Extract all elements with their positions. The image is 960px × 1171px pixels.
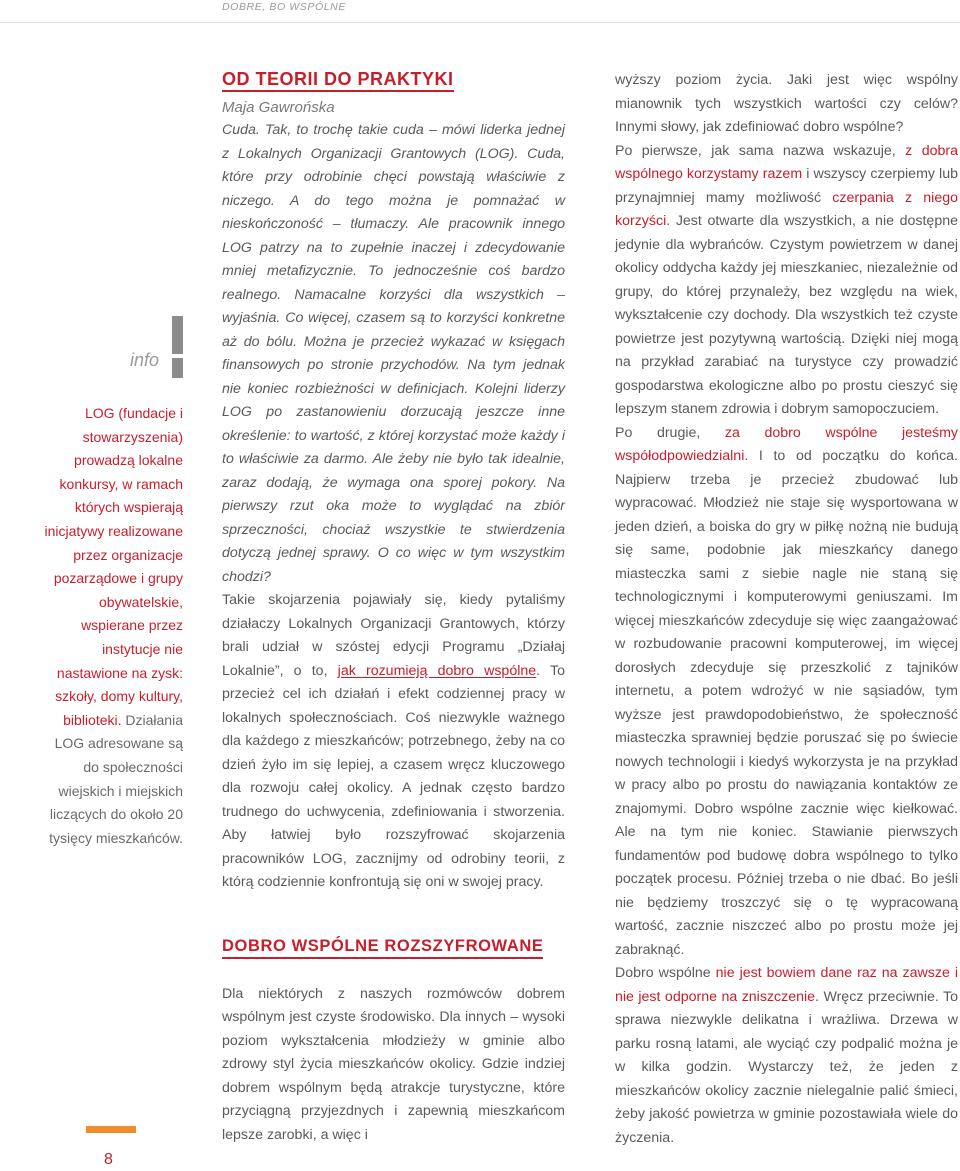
highlight-coresponsible: za dobro wspólne jesteśmy współodpowiedzialni xyxy=(615,424,958,464)
section-heading: DOBRO WSPÓLNE ROZSZYFROWANE xyxy=(222,935,543,959)
info-text xyxy=(40,402,183,850)
paragraph-continuation: wyższy poziom życia. Jaki jest więc wspólny mianownik tych wszystkich wartości czy celów? Innymi słowy, jak zdefiniować dobro wspólne? xyxy=(615,72,958,135)
paragraph-intro xyxy=(222,119,565,589)
paragraph-second: Po drugie, za dobro wspólne jesteśmy współodpowiedzialni. I to od początku do końca. Najpierw trzeba je przecież zbudować lub wypracować. Młodzież nie staje się wysportowana w jeden dzień, a boiska do gry w piłkę nożną nie budują się same, podobnie jak mieszkańcy danego miasteczka sami z siebie nagle nie staną się technologicznymi i komputerowymi geniuszami. Im więcej mieszkańców zdecyduje się więc zaangażować w rozbudowanie pracowni komputerowej, im więcej dorosłych zdecyduje się przeszkolić z tajników internetu, a potem wdrożyć w nie sąsiadów, tym wyższe jest prawdopodobieństwo, że społeczność miasteczka sprawniej będzie poruszać się po świecie nowych technologii i kiedyś wykorzysta je na przykład w pracy albo po prostu do nawiązania kontaktów ze znajomymi. Dobro wspólne zacznie więc kiełkować. Ale na tym nie koniec. Stawianie pierwszych fundamentów pod budowę dobra wspólnego to tylko początek procesu. Później trzeba o nie dbać. Bo jeśli nie będziemy troszczyć się o tę wypracowaną wartość, zacznie niszczeć albo po prostu może jej zabraknąć. xyxy=(615,424,958,958)
text-1: – tłumaczy. Ale pracownik innego LOG patrzy na to zupełnie inaczej i zdecydowanie mniej metafizycznie. xyxy=(222,216,565,279)
highlight-not-forever: nie jest bowiem dane raz na zawsze i nie jest odporne na zniszczenie xyxy=(615,965,958,1005)
info-sidebar xyxy=(40,340,183,850)
footer-accent-bar xyxy=(86,1126,136,1133)
info-header xyxy=(40,340,183,380)
info-text-red: prowadzą lokalne konkursy, w ramach których wspierają inicjatywy realizowane przez organizacje pozarządowe i grupy obywatelskie, wspierane przez instytucje nie nastawione na zysk: szkoły, domy kultury, biblioteki. xyxy=(44,452,183,728)
running-head: DOBRE, BO WSPÓLNE xyxy=(222,1,346,13)
article-column-left xyxy=(222,68,565,1147)
info-text-gray: Działania LOG adresowane są do społeczności wiejskich i miejskich liczących do około 20 tysięcy mieszkańców. xyxy=(49,711,183,846)
header-divider xyxy=(0,22,960,23)
article-title: OD TEORII DO PRAKTYKI xyxy=(222,68,454,92)
highlight-together: z dobra wspólnego korzystamy razem xyxy=(615,142,958,182)
paragraph-associations: Takie skojarzenia pojawiały się, kiedy pytaliśmy działaczy Lokalnych Organizacji Grantowych, którzy brali udział w szóstej edycji Programu „Działaj Lokalnie”, o to, jak rozumieją dobro wspólne. To przecież cel ich działań i efekt codziennej pracy w lokalnych społecznościach. Coś niezwykle ważnego dla każdego z mieszkańców; potrzebnego, żeby na co dzień żyło im się lepiej, a czasem wręcz kluczowego dla rozwoju całej okolicy. A jednak często bardzo trudnego do uchwycenia, zdefiniowania i stworzenia. Aby łatwiej było rozszyfrować skojarzenia pracowników LOG, zacznijmy od odrobiny teorii, z którą codziennie konfrontują się oni w swojej pracy. xyxy=(222,592,565,890)
paragraph-first: Po pierwsze, jak sama nazwa wskazuje, z dobra wspólnego korzystamy razem i wszyscy czerpiemy lub przynajmniej mamy możliwość czerpania z niego korzyści. Jest otwarte dla wszystkich, a nie dostępne jedynie dla wybrańców. Czystym powietrzem w danej okolicy oddycha każdy jej mieszkaniec, niezależnie od grupy, do której przynależy, bez względu na wiek, wykształcenie czy dochody. Dla wszystkich też czyste powietrze jest pozytywną wartością. Dzięki niej mogą na przykład zarabiać na turystyce czy prowadzić gospodarstwa ekologiczne albo po prostu cieszyć się lepszym stanem zdrowia i dobrym samopoczuciem. xyxy=(615,142,958,417)
highlight-benefits: czerpania z niego korzyści xyxy=(615,189,958,229)
article-author: Maja Gawrońska xyxy=(222,98,335,116)
quote-2: To jednocześnie coś bardzo realnego. Namacalne korzyści dla wszystkich xyxy=(222,263,565,303)
text-2: – wyjaśnia. Co więcej, czasem są to korzyści konkretne aż do bólu. Można je przecież wykazać w księgach finansowych po stronie przychodów. Na tym jednak nie koniec rozbieżności w definicjach. Kolejni liderzy LOG po zastanowieniu dorzucają jeszcze inne określenie: to wartość, z której korzystać może każdy i to właściwie za darmo. Ale żeby nie było tak idealnie, zaraz dodają, że wymaga ona sporej pokory. Na pierwszy rzut oka może to wyglądać na zbiór sprzeczności, chociaż wszystkie te stwierdzenia dotyczą jednej sprawy. O co więc w tym wszystkim chodzi? xyxy=(222,286,565,585)
paragraph-fragile: Dobro wspólne nie jest bowiem dane raz na zawsze i nie jest odporne na zniszczenie. Wręcz przeciwnie. To sprawa niezwykle delikatna i wrażliwa. Drzewa w parku rosną latami, ale wyciąć czy podpalić można je w kilka godzin. Wystarczy też, że jeden z mieszkańców okolicy zacznie nielegalnie palić śmieci, żeby jakość powietrza w gminie pozostawiała wiele do życzenia. xyxy=(615,965,958,1146)
paragraph-section: Dla niektórych z naszych rozmówców dobrem wspólnym jest czyste środowisko. Dla innych – wysoki poziom wykształcenia młodzieży w gminie albo zdrowy styl życia mieszkańców okolicy. Gdzie indziej dobrem wspólnym będą atrakcje turystyczne, które przyciągną przyjezdnych i zapewnią mieszkańcom lepsze zarobki, a więc i xyxy=(222,985,565,1143)
page-number: 8 xyxy=(104,1151,113,1168)
exclamation-icon xyxy=(172,316,183,378)
info-label: info xyxy=(129,350,159,370)
quote-1: Cuda. Tak, to trochę takie cuda – mówi liderka jednej z Lokalnych Organizacji Grantowych (LOG). Cuda, które przy odrobinie chęci powstają właściwie z niczego. A do tego można je pomnażać w nieskończoność xyxy=(222,122,565,232)
article-column-right xyxy=(615,69,958,1150)
highlight-common-good: jak rozumieją dobro wspólne xyxy=(337,662,537,679)
info-lead: LOG (fundacje i stowarzyszenia) xyxy=(82,405,183,445)
